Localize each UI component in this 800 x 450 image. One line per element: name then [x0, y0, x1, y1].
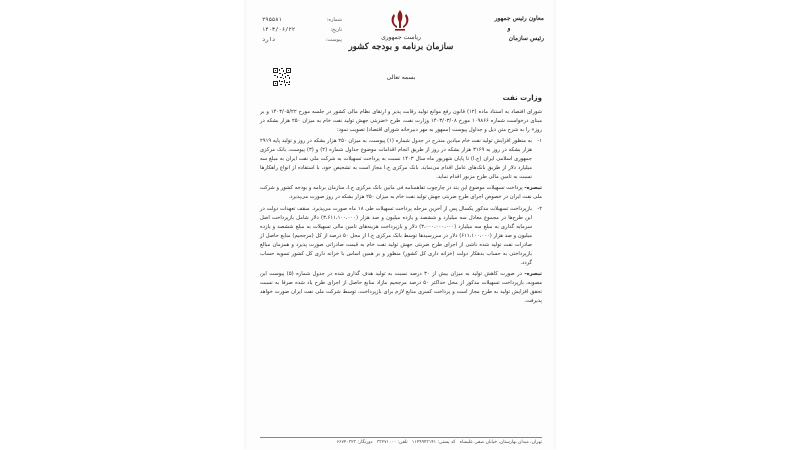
basmala: بسمه تعالی [386, 74, 416, 81]
org-header [341, 34, 461, 53]
org-line-1: ریاست جمهوری [381, 34, 421, 41]
item-text: بازپرداخت تسهیلات مذکور یکسال پس از آخرین مرحله پرداخت تسهیلات طی ۱۸ ماه صورت می‌پذیرد. سقف تعهدات دولت در این طرح‌ها در مجموع معادل سه میلیارد و ششصد و یازده میلیون و صد هزار (۳،۶۱۱،۱۰۰،۰۰۰) دلار شامل بازپرداخت اصل سرمایه گذاری به مبلغ سه میلیارد (۳،۰۰۰،۰۰۰،۰۰۰) دلار و بازپرداخت هزینه‌های تامین مالی تسهیلات به مبلغ ششصد و یازده میلیون و صد هزار (۶۱۱،۱۰۰،۰۰۰) دلار در سررسیدها توسط بانک مرکزی ج.ا از محل ۵۰ درصد از کل (مرجحیم) منابع حاصل از صادرات نفت تولید شده ناشی از اجرای طرح ضربتی جهش تولید نفت خام به قیمت صادراتی صورت پذیرد و همزمان مبالغ بازپرداختی به حساب بدهکار دولت (خزانه داری کل کشور) منظور و بر همین اساس با خزانه داری کل کشور تسویه حساب گردد. [260, 206, 533, 266]
meta-attachment-label: پیوست: [325, 37, 342, 43]
letter-page [246, 0, 554, 450]
meta-date-value: ۱۴۰۳/۰۶/۲۲ [262, 27, 296, 33]
issuer-title [474, 14, 544, 43]
footer-phone: تلفن: ۳۳۲۷۱۰۰۰ [376, 440, 408, 445]
note-text: پرداخت تسهیلات موضوع این بند در چارچوب تفاهمنامه فی مابین بانک مرکزی ج.ا، سازمان برنامه و بودجه کشور و شرکت ملی نفت ایران در خصوص اجرای طرح ضربتی جهش تولید نفت خام به میزان ۲۵۰ هزار بشکه در روز صورت می‌پذیرد. [260, 185, 542, 200]
list-item [260, 137, 542, 182]
issuer-line-2: رئیس سازمان [508, 35, 544, 42]
note-label: تبصره- [524, 185, 542, 191]
item-number: ۲- [537, 206, 542, 212]
meta-number-value: ۲۹۵۵۸۱ [262, 17, 282, 23]
letter-meta [262, 15, 342, 45]
iran-emblem-icon [386, 8, 414, 34]
footer-fax: دورنگار: ۶۶۷۴۰۳۲۳ [336, 440, 373, 445]
letter-body [260, 108, 542, 309]
meta-date-label: تاریخ: [330, 27, 342, 33]
intro-paragraph: شورای اقتصاد به استناد ماده (۱۲) قانون رفع موانع تولید رقابت پذیر و ارتقای نظام مالی کشور در جلسه مورخ ۱۴۰۳/۰۵/۲۲ و بر مبنای درخواست شماره ۱۰۹۸۶۶ مورخ ۱۴۰۳/۰۳/۰۸ وزارت نفت، طرح «ضربتی جهش تولید نفت خام به میزان ۲۵۰ هزار بشکه در روز» را به شرح متن ذیل و جداول پیوست (ممهور به مهر دبیرخانه شورای اقتصاد) تصویب نمود: [260, 109, 542, 133]
meta-number-row [262, 15, 342, 25]
recipient: وزارت نفت [502, 94, 542, 102]
note-paragraph [260, 184, 542, 202]
meta-attachment-value: دارد [262, 37, 276, 43]
item-number: ۱- [537, 138, 542, 144]
meta-attachment-row [262, 35, 342, 45]
org-line-2: سازمان برنامه و بودجه کشور [348, 42, 454, 52]
note-text: در صورت کاهش تولید به میزان بیش از ۳۰ درصد نسبت به تولید هدف گذاری شده در جدول شماره (۵) پیوست این مصوبه، بازپرداخت تسهیلات مذکور از محل حداکثر ۵۰ درصد مرجحیم مازاد منابع حاصل از اجرای طرح یاد شده صرفا به نسبت تحقق افزایش تولید به طرح مجاز است و پرداخت کسری منابع لازم برای بازپرداخت، توسط شرکت ملی نفت ایران صورت خواهد پذیرفت. [260, 271, 542, 304]
note-paragraph [260, 270, 542, 306]
meta-number-label: شماره: [326, 17, 342, 23]
note-label: تبصره- [524, 271, 542, 277]
footer-postal: کد پستی: ۱۱۴۹۹۴۳۱۴۱ [411, 440, 456, 445]
issuer-amp: و [507, 25, 511, 32]
list-item [260, 205, 542, 268]
issuer-line-1: معاون رئیس جمهور [494, 15, 544, 22]
meta-date-row [262, 25, 342, 35]
item-text: به منظور افزایش تولید نفت خام میادین مندرج در جدول شماره (۱) پیوست، به میزان ۲۵۰ هزار بشکه در روز و تولید پایه ۲۹۱۹ هزار بشکه در روز به ۳۱۶۹ هزار بشکه در روز از طریق انجام اقدامات موضوع جداول شماره (۲) و (۳) پیوست، بانک مرکزی جمهوری اسلامی ایران (ج.ا) تا پایان شهریور ماه سال ۱۴۰۳ نسبت به پرداخت تسهیلات به شرکت ملی نفت ایران به مبلغ سه میلیارد دلار از طریق بانک‌های عامل اقدام می‌نماید. بانک مرکزی ج.ا مجاز است به تشخیص خود، با استفاده از انواع راهکارها نسبت به تامین مالی طرح مزبور اقدام نماید. [260, 138, 533, 180]
letter-footer [260, 437, 542, 446]
footer-address: تهران، میدان بهارستان، خیابان صفی علیشاه [459, 440, 542, 445]
qr-code-icon [273, 68, 291, 86]
